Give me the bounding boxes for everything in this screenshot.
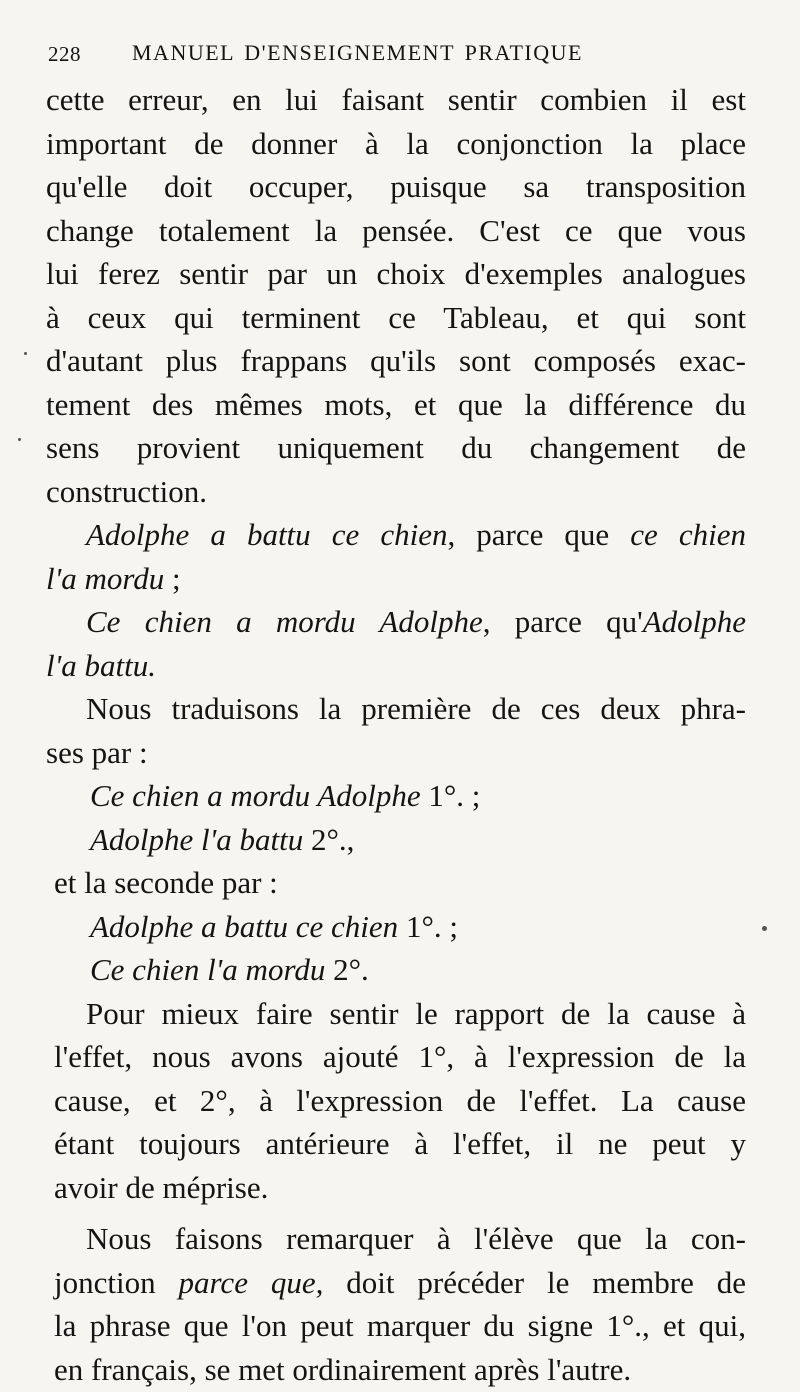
- text-line: et la seconde par :: [54, 865, 278, 900]
- text-line: important de donner à la conjonction la place: [46, 125, 746, 161]
- example-line: [46, 818, 746, 862]
- body-text: [46, 78, 746, 1391]
- example-roman: 2°.: [325, 952, 369, 987]
- text-line: qu'elle doit occuper, puisque sa transposition: [46, 169, 746, 204]
- text-line: change totalement la pensée. C'est ce que vous: [46, 212, 746, 248]
- example-italic: Adolphe a battu ce chien: [90, 908, 399, 944]
- text-line: cette erreur, en lui faisant sentir combien il est: [46, 82, 746, 117]
- text-line: à ceux qui terminent ce Tableau, et qui sont: [46, 299, 746, 335]
- example-line: [46, 513, 746, 557]
- text-line: tement des mêmes mots, et que la différence du: [46, 386, 746, 422]
- example-roman: ;: [164, 560, 181, 596]
- text-line: d'autant plus frappans qu'ils sont composés exac-: [46, 343, 746, 378]
- example-roman: 1°. ;: [398, 908, 458, 944]
- paragraph-gap: [46, 1209, 746, 1217]
- example-italic: Adolphe a battu ce chien: [86, 517, 448, 552]
- example-roman: , parce que: [447, 517, 631, 552]
- text-italic: parce que,: [178, 1264, 324, 1300]
- text-roman: jonction: [54, 1264, 179, 1300]
- text-line: [46, 1261, 746, 1305]
- text-line: cause, et 2°, à l'expression de l'effet. La cause: [54, 1082, 746, 1118]
- example-italic: Ce chien l'a mordu: [90, 952, 326, 987]
- example-italic: Ce chien a mordu Adolphe: [86, 604, 483, 639]
- example-roman: 1°. ;: [420, 778, 481, 813]
- ink-speck: [18, 438, 21, 441]
- example-line: [46, 644, 746, 688]
- text-roman: doit précéder le membre de: [323, 1264, 746, 1300]
- text-line: étant toujours antérieure à l'effet, il ne peut y: [54, 1126, 746, 1161]
- ink-speck: [762, 926, 767, 931]
- text-line: Nous faisons remarquer à l'élève que la con-: [86, 1221, 746, 1256]
- page-number: 228: [48, 42, 81, 66]
- running-title: MANUEL D'ENSEIGNEMENT PRATIQUE: [132, 40, 583, 65]
- example-italic: Ce chien a mordu Adolphe: [90, 778, 421, 813]
- text-line: avoir de méprise.: [54, 1169, 269, 1205]
- example-italic: l'a battu.: [46, 647, 156, 683]
- text-line: en français, se met ordinairement après l'autre.: [54, 1351, 632, 1387]
- text-line: construction.: [46, 473, 207, 509]
- example-italic: Adolphe l'a battu: [90, 821, 304, 857]
- example-roman: , parce qu': [482, 604, 643, 639]
- example-line: [46, 905, 746, 949]
- text-line: sens provient uniquement du changement de: [46, 430, 746, 465]
- example-italic: Adolphe: [642, 604, 746, 639]
- ink-speck: [24, 352, 27, 355]
- example-line: [46, 600, 746, 644]
- text-line: Pour mieux faire sentir le rapport de la cause à: [86, 995, 746, 1031]
- example-line: [46, 948, 746, 992]
- example-line: [46, 774, 746, 818]
- example-italic: ce chien: [630, 517, 746, 552]
- text-line: l'effet, nous avons ajouté 1°, à l'expression de la: [54, 1039, 746, 1074]
- page-header: [40, 38, 760, 70]
- text-line: Nous traduisons la première de ces deux phra-: [86, 691, 746, 726]
- text-line: la phrase que l'on peut marquer du signe 1°., et qui,: [54, 1308, 746, 1343]
- example-line: [46, 557, 746, 601]
- example-italic: l'a mordu: [46, 560, 165, 596]
- text-line: ses par :: [46, 734, 148, 770]
- example-roman: 2°.,: [303, 821, 355, 857]
- text-line: lui ferez sentir par un choix d'exemples analogues: [46, 256, 746, 291]
